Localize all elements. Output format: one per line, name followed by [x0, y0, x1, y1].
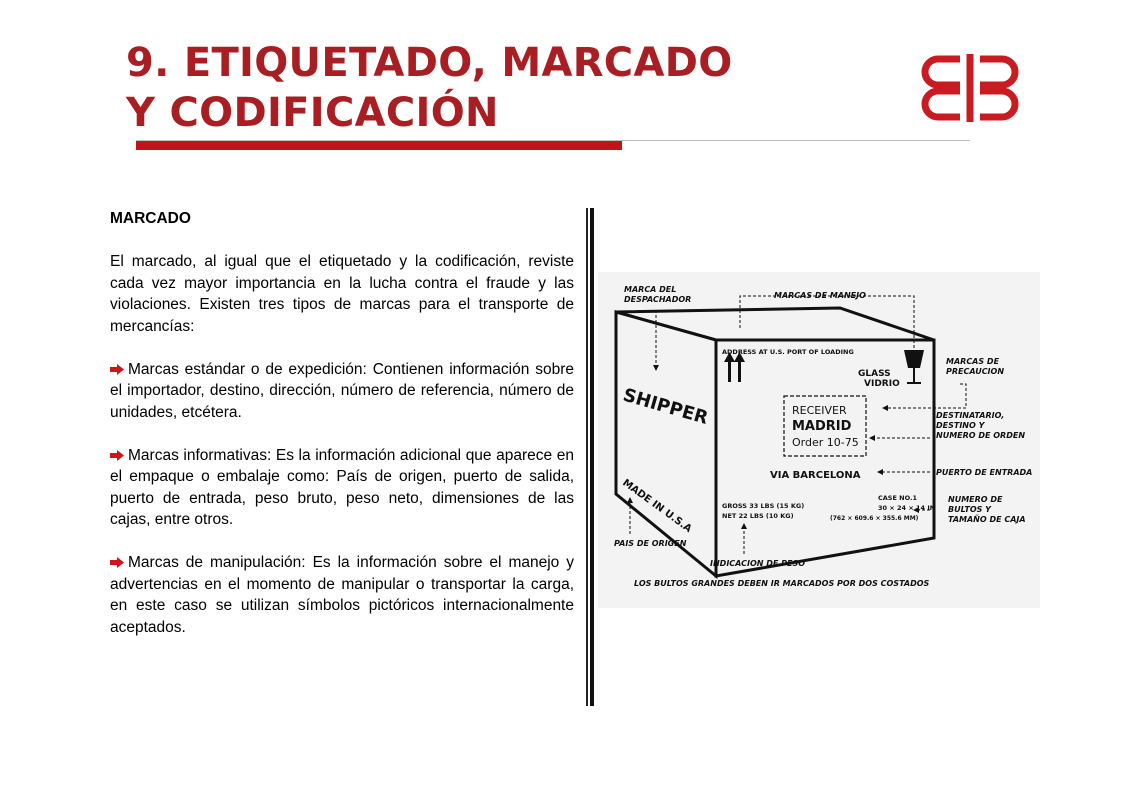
box-shipper-text: SHIPPER	[620, 384, 711, 429]
label-marca-despachador-2: DESPACHADOR	[624, 295, 692, 304]
box-made-in-text: MADE IN U.S.A	[620, 477, 694, 535]
box-net-text: NET 22 LBS (10 KG)	[722, 512, 794, 520]
label-indicacion-peso: INDICACION DE PESO	[710, 559, 806, 568]
label-marcas-precaucion-2: PRECAUCION	[946, 367, 1005, 376]
text-column	[110, 208, 574, 660]
label-destinatario-3: NUMERO DE ORDEN	[936, 431, 1026, 440]
red-monogram-logo	[912, 52, 1028, 124]
shipping-marks-diagram	[598, 272, 1040, 608]
label-footer-note: LOS BULTOS GRANDES DEBEN IR MARCADOS POR DOS COSTADOS	[634, 579, 930, 588]
title-line-1: 9. ETIQUETADO, MARCADO	[126, 40, 733, 86]
box-case-no-text: CASE NO.1	[878, 494, 917, 502]
label-puerto-entrada: PUERTO DE ENTRADA	[936, 468, 1033, 477]
bullet-item	[110, 445, 574, 531]
label-numero-bultos: NUMERO DE	[948, 495, 1003, 504]
label-marca-despachador: MARCA DEL	[624, 285, 677, 294]
bullet-text: Marcas estándar o de expedición: Contienen información sobre el importador, destino, dirección, número de referencia, número de unidades, etcétera.	[110, 360, 574, 421]
box-receiver-text: RECEIVER	[792, 404, 847, 417]
label-destinatario-2: DESTINO Y	[936, 421, 985, 430]
bullet-item	[110, 552, 574, 638]
box-dims-in-text: 30 × 24 × 14 IN	[878, 504, 936, 512]
box-order-text: Order 10-75	[792, 436, 859, 449]
label-destinatario: DESTINATARIO,	[936, 411, 1005, 420]
title-underline-accent	[136, 141, 622, 150]
box-glass-text: GLASS	[858, 369, 891, 379]
bullet-item	[110, 359, 574, 424]
section-heading: MARCADO	[110, 210, 191, 227]
box-dims-mm-text: (762 × 609.6 × 355.6 MM)	[830, 515, 919, 522]
intro-paragraph: El marcado, al igual que el etiquetado y la codificación, reviste cada vez mayor importancia en la lucha contra el fraude y las violaciones. Existen tres tipos de marcas para el transporte de mercancías:	[110, 253, 574, 335]
title-line-2: Y CODIFICACIÓN	[126, 90, 499, 136]
box-address-text: ADDRESS AT U.S. PORT OF LOADING	[722, 348, 854, 356]
label-marcas-manejo: MARCAS DE MANEJO	[774, 291, 866, 300]
red-arrow-icon	[110, 364, 124, 375]
label-numero-bultos-3: TAMAÑO DE CAJA	[948, 515, 1026, 524]
box-gross-text: GROSS 33 LBS (15 KG)	[722, 502, 805, 510]
box-madrid-text: MADRID	[792, 419, 852, 434]
column-divider	[586, 208, 594, 706]
label-pais-origen: PAIS DE ORIGEN	[614, 539, 687, 548]
bullet-text: Marcas informativas: Es la información adicional que aparece en el empaque o embalaje como: País de origen, puerto de salida, puerto de entrada, peso bruto, peso neto, dimensiones de las cajas, entre otros.	[110, 446, 574, 528]
box-vidrio-text: VIDRIO	[864, 379, 900, 389]
red-arrow-icon	[110, 450, 124, 461]
box-via-text: VIA BARCELONA	[770, 470, 861, 481]
label-marcas-precaucion: MARCAS DE	[946, 357, 1000, 366]
bullet-text: Marcas de manipulación: Es la información sobre el manejo y advertencias en el momento de manipular o transportar la carga, en este caso se utilizan símbolos pictóricos internacionalmente aceptados.	[110, 554, 574, 636]
page-title	[126, 38, 733, 138]
red-arrow-icon	[110, 557, 124, 568]
label-numero-bultos-2: BULTOS Y	[948, 505, 991, 514]
